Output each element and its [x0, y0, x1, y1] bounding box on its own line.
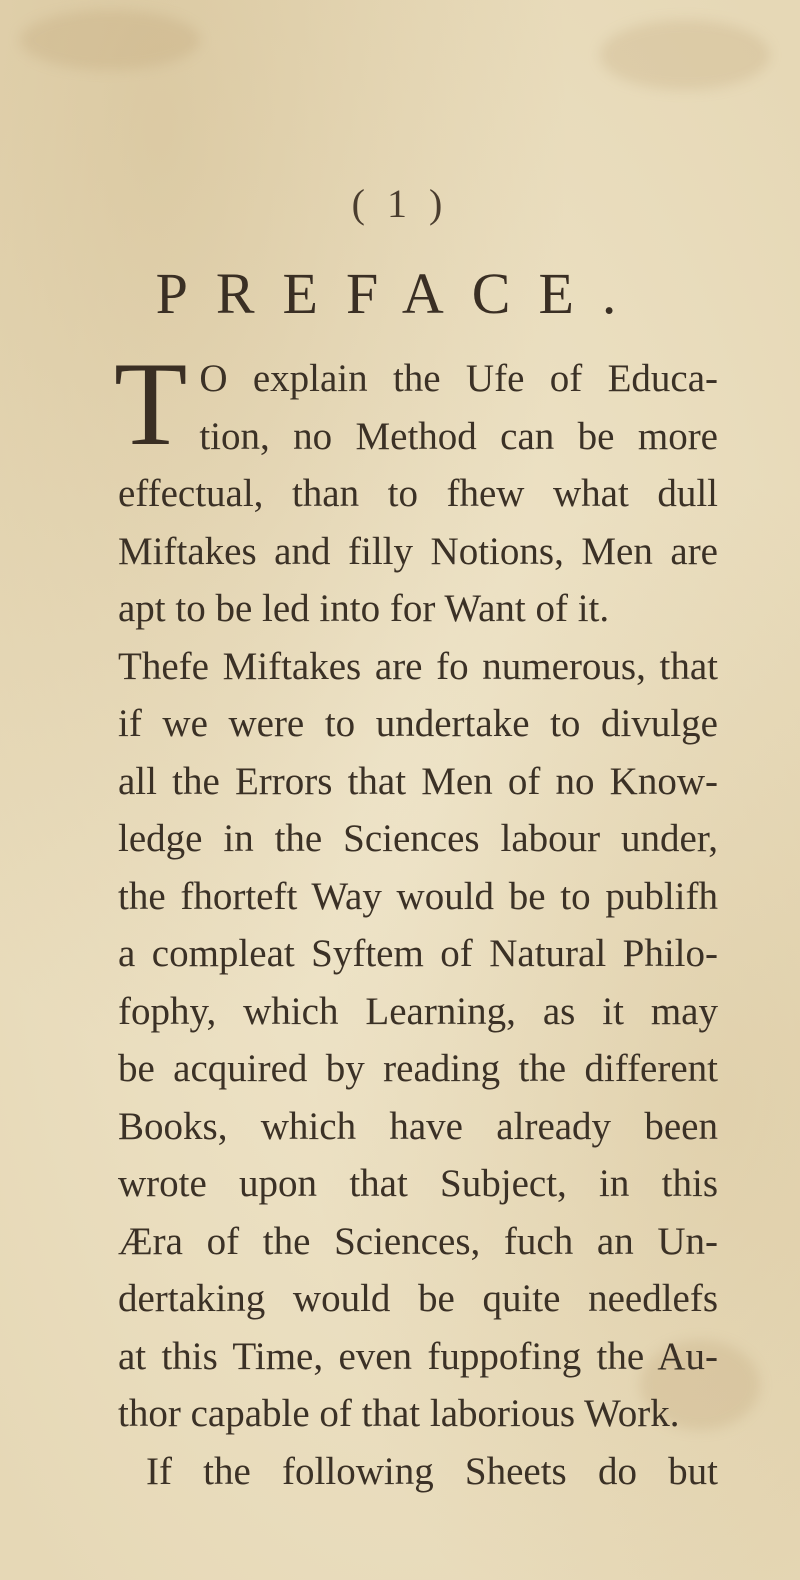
- preface-body: [114, 337, 718, 1500]
- paper-stain: [600, 20, 770, 90]
- text-line: apt to be led into for Want of it.: [118, 587, 610, 630]
- page-number: ( 1 ): [351, 181, 449, 226]
- drop-cap: T: [114, 337, 188, 470]
- text-line: be acquired by reading the different: [118, 1047, 718, 1090]
- text-line: wrote upon that Subject, in this: [118, 1162, 718, 1205]
- text-line: the fhorteft Way would be to publifh: [118, 874, 718, 918]
- page-title: PREFACE.: [155, 261, 645, 326]
- text-line: Miftakes and filly Notions, Men are: [118, 529, 718, 573]
- text-line: Æra of the Sciences, fuch an Un-: [118, 1219, 718, 1263]
- text-line: all the Errors that Men of no Know-: [118, 759, 718, 803]
- text-line: if we were to undertake to divulge: [118, 702, 718, 745]
- text-line: If the following Sheets do but: [146, 1449, 718, 1493]
- text-line: at this Time, even fuppofing the Au-: [118, 1334, 718, 1378]
- text-line: dertaking would be quite needlefs: [118, 1277, 718, 1320]
- first-paragraph-start: [114, 337, 718, 470]
- paper-stain: [20, 10, 200, 70]
- text-line: fophy, which Learning, as it may: [118, 989, 718, 1033]
- text-line: Thefe Miftakes are fo numerous, that: [118, 644, 718, 688]
- text-line: a compleat Syftem of Natural Philo-: [118, 932, 718, 975]
- text-line: thor capable of that laborious Work.: [118, 1392, 680, 1435]
- text-line: Books, which have already been: [118, 1104, 718, 1148]
- text-line: O explain the Ufe of Educa-: [199, 357, 718, 400]
- text-line: ledge in the Sciences labour under,: [118, 817, 718, 860]
- text-line: tion, no Method can be more: [199, 414, 718, 458]
- text-line: effectual, than to fhew what dull: [118, 472, 718, 515]
